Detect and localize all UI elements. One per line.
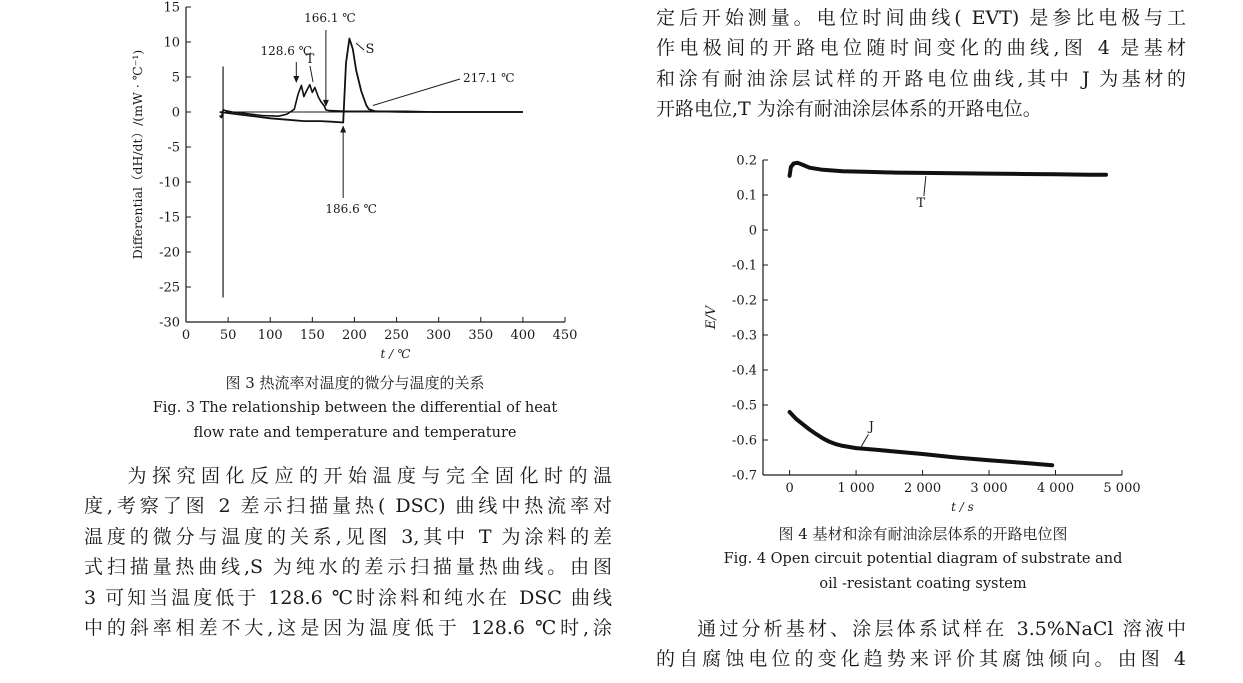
- y-tick-label: -0.2: [731, 293, 757, 309]
- figure-3-caption-en-2: flow rate and temperature and temperature: [193, 425, 517, 441]
- y-axis-label: Differential（dH/dt）/(mW · ℃⁻¹): [130, 49, 145, 260]
- figure-3-caption-cn: 图 3 热流率对温度的微分与温度的关系: [225, 374, 485, 392]
- figure-3-caption: [130, 371, 580, 446]
- figure-3-caption-en-1: Fig. 3 The relationship between the differential of heat: [152, 400, 558, 416]
- figure-3-chart: [120, 0, 580, 368]
- series-line-T: [790, 163, 1106, 176]
- x-tick-label: 2 000: [903, 481, 942, 496]
- right-bottom-paragraph-line: [656, 614, 1186, 644]
- left-paragraph-line: [84, 461, 612, 491]
- y-tick-label: -30: [159, 315, 180, 331]
- figure-4-caption-en-2: oil -resistant coating system: [819, 576, 1027, 592]
- left-paragraph-line: 度,考察了图 2 差示扫描量热( DSC) 曲线中热流率对: [84, 495, 612, 518]
- figure-4-caption: [688, 522, 1158, 597]
- left-paragraph-line: 中的斜率相差不大,这是因为温度低于 128.6 ℃时,涂: [84, 617, 612, 640]
- x-tick-label: 0: [785, 481, 794, 496]
- series-label-J: J: [868, 419, 875, 435]
- x-axis-label: t / ℃: [380, 347, 411, 361]
- y-tick-label: -0.5: [731, 398, 757, 414]
- y-tick-label: -0.1: [731, 258, 757, 274]
- x-tick-label: 50: [219, 328, 237, 343]
- y-tick-label: 5: [171, 70, 180, 86]
- series-label-S: S: [365, 42, 375, 57]
- annotation-arrowhead: [293, 76, 299, 83]
- y-tick-label: 0.2: [736, 153, 757, 169]
- right-bottom-paragraph-line: 的自腐蚀电位的变化趋势来评价其腐蚀倾向。由图 4: [656, 648, 1186, 671]
- left-paragraph-line-text: 为探究固化反应的开始温度与完全固化时的温: [122, 465, 612, 487]
- annotation-arrow: [373, 79, 460, 106]
- y-tick-label: 0.1: [736, 188, 757, 204]
- right-top-paragraph-line: 开路电位,T 为涂有耐油涂层体系的开路电位。: [656, 98, 1042, 121]
- right-top-paragraph-line: 作电极间的开路电位随时间变化的曲线,图 4 是基材: [656, 37, 1186, 60]
- series-label-leader: [924, 176, 926, 196]
- x-tick-label: 4 000: [1036, 481, 1075, 496]
- annotation-label: 186.6 ℃: [325, 202, 377, 216]
- y-tick-label: -0.7: [731, 468, 757, 484]
- series-label-T: T: [916, 196, 926, 211]
- series-line-J: [790, 412, 1053, 465]
- x-tick-label: 400: [510, 328, 536, 343]
- right-bottom-paragraph-line-text: 通过分析基材、涂层体系试样在 3.5%NaCl 溶液中: [694, 618, 1186, 640]
- x-tick-label: 200: [342, 328, 367, 343]
- x-tick-label: 300: [426, 328, 452, 343]
- y-tick-label: -0.4: [731, 363, 757, 379]
- x-tick-label: 350: [468, 328, 494, 343]
- figure-4-caption-en-1: Fig. 4 Open circuit potential diagram of substrate and: [723, 551, 1123, 567]
- y-tick-label: 0: [748, 223, 757, 239]
- figure-4-caption-cn: 图 4 基材和涂有耐油涂层体系的开路电位图: [778, 525, 1068, 543]
- annotation-arrowhead: [340, 126, 346, 133]
- left-paragraph-line: 式扫描量热曲线,S 为纯水的差示扫描量热曲线。由图: [84, 556, 612, 579]
- y-tick-label: -10: [159, 175, 180, 191]
- annotation-label: 217.1 ℃: [463, 71, 515, 85]
- x-tick-label: 250: [384, 328, 409, 343]
- x-tick-label: 450: [552, 328, 578, 343]
- right-top-paragraph-line: 定后开始测量。电位时间曲线( EVT) 是参比电极与工: [656, 7, 1186, 29]
- x-tick-label: 150: [299, 328, 325, 343]
- series-label-leader: [310, 66, 313, 82]
- right-top-paragraph-line: 和涂有耐油涂层试样的开路电位曲线,其中 J 为基材的: [656, 67, 1186, 90]
- y-tick-label: 0: [171, 105, 180, 121]
- y-tick-label: -15: [159, 210, 180, 226]
- figure-4-chart: [685, 150, 1155, 522]
- x-tick-label: 5 000: [1103, 481, 1141, 496]
- left-paragraph: [84, 461, 612, 643]
- series-label-T: T: [305, 52, 315, 67]
- x-axis-label: t / s: [951, 500, 974, 514]
- annotation-label: 166.1 ℃: [304, 11, 356, 25]
- x-tick-label: 0: [181, 328, 191, 343]
- x-tick-label: 100: [257, 328, 283, 343]
- right-top-paragraph: [656, 3, 1186, 125]
- y-tick-label: -5: [167, 140, 180, 156]
- x-tick-label: 1 000: [837, 481, 875, 496]
- y-tick-label: 15: [163, 0, 180, 16]
- y-tick-label: -0.3: [731, 328, 757, 344]
- y-tick-label: -25: [159, 280, 180, 296]
- y-tick-label: -0.6: [731, 433, 757, 449]
- y-tick-label: -20: [159, 245, 180, 261]
- series-label-leader: [861, 434, 868, 446]
- x-tick-label: 3 000: [970, 481, 1008, 496]
- left-paragraph-line: 3 可知当温度低于 128.6 ℃时涂料和纯水在 DSC 曲线: [84, 586, 612, 609]
- series-label-leader: [356, 43, 364, 50]
- y-tick-label: 10: [163, 35, 180, 51]
- y-axis-label: E/V: [704, 305, 719, 330]
- annotation-label: 128.6 ℃: [260, 44, 313, 58]
- right-bottom-paragraph: [656, 614, 1186, 675]
- left-paragraph-line: 温度的微分与温度的关系,见图 3,其中 T 为涂料的差: [84, 525, 612, 548]
